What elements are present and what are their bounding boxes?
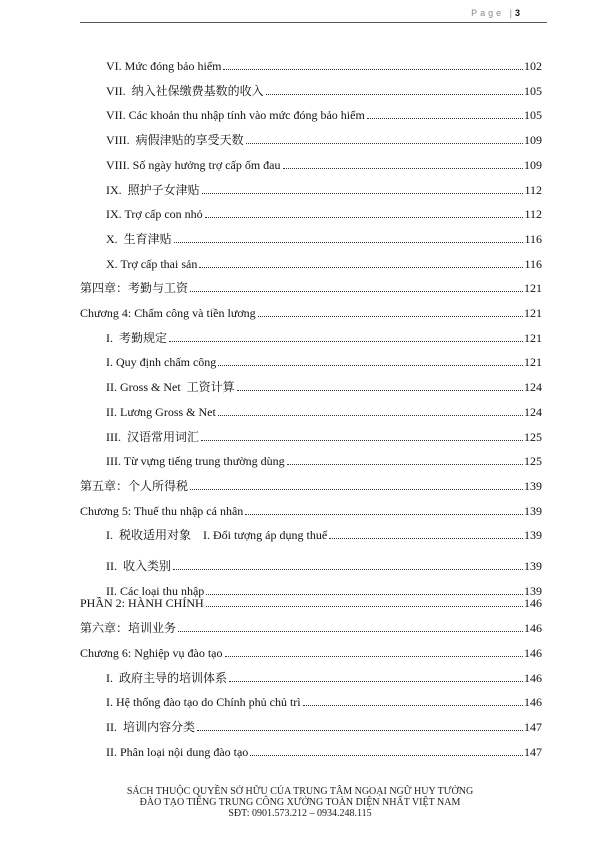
toc-entry-label: I. Hệ thống đào tạo do Chính phủ chủ trì	[106, 695, 301, 710]
toc-entry-label: I. 税收适用对象 I. Đối tượng áp dụng thuế	[106, 528, 328, 543]
toc-entry-page: 116	[524, 256, 542, 271]
toc-dot-leader	[225, 656, 524, 657]
toc-entry-page: 105	[524, 108, 542, 123]
toc-entry-page: 124	[524, 380, 542, 395]
toc-entry[interactable]	[106, 255, 542, 271]
toc-entry-label: II. 收入类别	[106, 559, 171, 573]
toc-entry[interactable]	[80, 477, 542, 493]
toc-entry-label: I. 政府主导的培训体系	[106, 670, 227, 685]
toc-entry-page: 146	[524, 596, 542, 611]
toc-entry-page: 105	[524, 83, 542, 98]
toc-entry-label: II. Phân loại nội dung đào tạo	[106, 744, 249, 759]
toc-entry-page: 109	[524, 133, 542, 148]
toc-dot-leader	[206, 606, 523, 607]
toc-entry-label: II. Các loại thu nhập	[106, 583, 205, 598]
toc-dot-leader	[178, 631, 523, 632]
toc-entry[interactable]	[106, 82, 542, 98]
toc-entry[interactable]	[80, 502, 542, 518]
toc-entry-label: II. Gross & Net 工资计算	[106, 380, 235, 395]
toc-entry[interactable]	[106, 106, 542, 122]
toc-entry-page: 139	[524, 478, 542, 493]
toc-entry[interactable]	[106, 452, 542, 468]
toc-entry-page: 147	[524, 744, 542, 759]
toc-entry-label: IX. Trợ cấp con nhỏ	[106, 207, 203, 222]
toc-dot-leader	[199, 267, 523, 268]
toc-entry-label: 第四章：考勤与工资	[80, 281, 189, 296]
toc-entry[interactable]	[80, 279, 542, 295]
toc-entry[interactable]	[106, 718, 542, 734]
toc-dot-leader	[173, 569, 523, 570]
toc-entry-label: PHẦN 2: HÀNH CHÍNH	[80, 596, 204, 611]
toc-dot-leader	[283, 168, 524, 169]
toc-entry-label: VII. Các khoản thu nhập tính vào mức đóng bảo hiểm	[106, 108, 365, 123]
footer-line-phone: SĐT: 0901.573.212 – 0934.248.115	[228, 808, 372, 819]
toc-entry-page: 125	[524, 454, 542, 469]
toc-entry-label: VIII. Số ngày hưởng trợ cấp ốm đau	[106, 157, 281, 172]
toc-entry[interactable]	[80, 594, 542, 610]
toc-entry-label: X. Trợ cấp thai sản	[106, 256, 198, 271]
page-header	[471, 8, 520, 18]
toc-entry[interactable]	[106, 329, 542, 345]
footer-line-ownership: SÁCH THUỘC QUYỀN SỞ HỮU CỦA TRUNG TÂM NGOẠI NGỮ HUY TƯỞNG	[126, 786, 474, 797]
toc-entry-label: 第六章：培训业务	[80, 621, 177, 636]
toc-entry-label: I. 考勤规定	[106, 330, 167, 345]
toc-entry[interactable]	[80, 644, 542, 660]
toc-entry-label: II. Lương Gross & Net	[106, 404, 216, 419]
toc-entry[interactable]	[106, 131, 542, 147]
toc-entry-label: II. 培训内容分类	[106, 719, 195, 734]
toc-entry-page: 124	[524, 404, 542, 419]
toc-entry-label: VII. 纳入社保缴费基数的收入	[106, 83, 264, 98]
toc-entry-label: I. Quy định chấm công	[106, 355, 217, 370]
toc-entry-page: 139	[524, 583, 542, 598]
toc-entry[interactable]	[106, 156, 542, 172]
toc-dot-leader	[174, 242, 524, 243]
toc-entry[interactable]	[106, 669, 542, 685]
toc-entry-page: 112	[524, 207, 542, 222]
toc-dot-leader	[218, 415, 523, 416]
toc-entry[interactable]	[106, 693, 542, 709]
toc-entry[interactable]	[80, 304, 542, 320]
toc-dot-leader	[303, 705, 523, 706]
toc-entry[interactable]	[106, 57, 542, 73]
toc-entry-page: 139	[524, 503, 542, 518]
toc-entry-label: III. Từ vựng tiếng trung thường dùng	[106, 454, 285, 469]
toc-entry-page: 139	[524, 528, 542, 543]
toc-entry[interactable]	[106, 353, 542, 369]
toc-entry-page: 121	[524, 306, 542, 320]
toc-entry-page: 139	[524, 559, 542, 573]
toc-dot-leader	[190, 489, 523, 490]
toc-entry[interactable]	[106, 205, 542, 221]
toc-dot-leader	[329, 538, 523, 539]
toc-dot-leader	[287, 464, 523, 465]
toc-dot-leader	[223, 69, 523, 70]
header-divider	[80, 22, 547, 23]
toc-entry-page: 146	[524, 645, 542, 660]
toc-dot-leader	[201, 440, 523, 441]
toc-dot-leader	[266, 94, 523, 95]
toc-entry-label: IX. 照护子女津贴	[106, 182, 200, 197]
toc-dot-leader	[218, 365, 523, 366]
toc-entry-page: 146	[524, 670, 542, 685]
toc-entry-label: VI. Mức đóng bảo hiểm	[106, 59, 222, 73]
toc-entry[interactable]	[106, 526, 542, 542]
toc-entry-label: III. 汉语常用词汇	[106, 429, 199, 444]
toc-entry[interactable]	[106, 743, 542, 759]
page-header-label: Page |	[471, 8, 515, 18]
toc-entry-page: 121	[524, 330, 542, 345]
toc-entry[interactable]	[106, 230, 542, 246]
toc-dot-leader	[245, 514, 523, 515]
toc-entry-page: 146	[524, 621, 542, 636]
toc-entry-page: 116	[524, 231, 542, 246]
toc-entry[interactable]	[106, 378, 542, 394]
toc-dot-leader	[197, 730, 523, 731]
toc-entry[interactable]	[106, 557, 542, 573]
toc-dot-leader	[367, 118, 523, 119]
toc-entry-page: 121	[524, 281, 542, 296]
toc-entry-label: Chương 4: Chấm công và tiền lương	[80, 306, 256, 320]
toc-dot-leader	[229, 681, 523, 682]
page-number: 3	[514, 8, 520, 18]
toc-entry-label: X. 生育津贴	[106, 231, 172, 246]
toc-dot-leader	[246, 143, 523, 144]
toc-entry-label: Chương 5: Thuế thu nhập cá nhân	[80, 503, 244, 518]
toc-dot-leader	[258, 316, 523, 317]
toc-dot-leader	[190, 291, 523, 292]
toc-entry-label: VIII. 病假津贴的享受天数	[106, 133, 244, 148]
toc-dot-leader	[202, 193, 524, 194]
toc-entry-label: 第五章：个人所得税	[80, 478, 189, 493]
toc-entry-page: 102	[524, 59, 542, 73]
toc-dot-leader	[205, 217, 524, 218]
toc-entry-label: Chương 6: Nghiệp vụ đào tạo	[80, 645, 223, 660]
toc-dot-leader	[250, 755, 523, 756]
toc-entry-page: 125	[524, 429, 542, 444]
toc-entry-page: 147	[524, 719, 542, 734]
toc-entry-page: 112	[524, 182, 542, 197]
toc-entry[interactable]	[106, 181, 542, 197]
toc-entry[interactable]	[106, 428, 542, 444]
footer-line-tagline: ĐÀO TẠO TIẾNG TRUNG CÔNG XƯỞNG TOÀN DIỆN NHẤT VIỆT NAM	[139, 797, 461, 808]
toc-entry-page: 109	[524, 157, 542, 172]
toc-entry[interactable]	[106, 403, 542, 419]
toc-entry-page: 121	[524, 355, 542, 370]
toc-entry[interactable]	[80, 619, 542, 635]
toc-entry-page: 146	[524, 695, 542, 710]
toc-dot-leader	[169, 341, 523, 342]
page-footer	[0, 786, 600, 819]
toc-dot-leader	[237, 390, 523, 391]
